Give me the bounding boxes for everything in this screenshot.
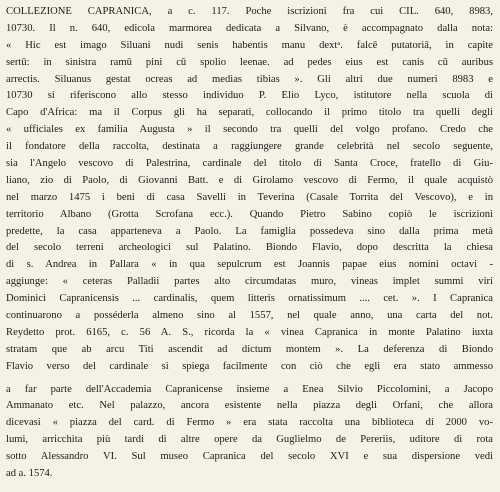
text-line: predette, la casa apparteneva a Paolo. La famiglia possedeva sino dalla prima metà: [6, 225, 493, 237]
text-line: lumi, arricchita più tardi di altre opere da Guglielmo de Pereriis, uditore di rota: [6, 434, 493, 446]
text-line: COLLEZIONE CAPRANICA, a c. 117. Poche iscrizioni fra cui CIL. 640, 8983,: [6, 6, 493, 17]
text-line: dicevasi « piazza del card. di Fermo » era stata raccolta una biblioteca di 2000 vo-: [6, 417, 493, 429]
text-line: Capo d'Africa: ma il Corpus gli ha separati, collocando il primo titolo tra quelli degli: [6, 107, 493, 119]
text-line: nel marzo 1475 i beni di casa Savelli in Teverina (Casale Torrita del Vescovo), e in: [6, 191, 493, 203]
text-line: sia l'Angelo vescovo di Palestrina, cardinale del titolo di Santa Croce, fratello di Giu-: [6, 158, 493, 170]
text-line: Ammanato etc. Nel palazzo, ancora esistente nella piazza degli Orfani, che allora: [6, 400, 493, 412]
text-line: Reydetto prot. 6165, c. 56 A. S., ricorda la « vinea Capranica in monte Palatino iuxta: [6, 326, 493, 338]
text-line: Flavio verso del cardinale si spiega facilmente con ciò che egli era stato ammesso: [6, 360, 493, 372]
text-line: il fondatore della raccolta, destinata a raggiungere grande celebrità nel secolo seguente,: [6, 141, 493, 153]
text-line: sertū: in sinistra ramū pini cū spolio leenae. ad pedes eius est canis cū auribus: [6, 56, 493, 68]
text-line: aggiunge: « ceteras Palladii partes alto circumdatas muro, vineas implet summi viri: [6, 276, 493, 288]
text-line: liano, zio di Paolo, di Giovanni Batt. e di Girolamo vescovo di Fermo, il quale acquistò: [6, 174, 493, 186]
paragraph-collezione-capranica: [6, 4, 493, 376]
text-line: sotto Alessandro VI. Sul museo Capranica del secolo XVI e sua dispersione vedi: [6, 451, 493, 463]
text-line: di s. Andrea in Pallara « in qua sepulcrum est Joannis papae eius nomini octavi -: [6, 259, 493, 271]
text-line: stratam que ab arcu Titi ascendit ad dictum montem ». La deferenza di Biondo: [6, 343, 493, 355]
text-line: Dominici Capranicensis ... cardinalis, quem litteris ornatissimum .... cet. ». I Capranica: [6, 293, 493, 305]
text-line: « ufficiales ex familia Augusta » il secondo tra quelli del volgo profano. Credo che: [6, 124, 493, 136]
text-line: 10730. Il n. 640, edicola marmorea dedicata a Silvano, è accompagnato dalla nota:: [6, 22, 493, 34]
text-line: ad a. 1574.: [6, 468, 53, 480]
text-line: 10730 si riferiscono allo stesso individuo P. Elio Lyco, istitutore nella scuola di: [6, 90, 493, 102]
text-line: continuarono a posséderla almeno sino al 1557, nel quale anno, una carta del not.: [6, 310, 493, 322]
text-line: del secolo terreni archeologici sul Palatino. Biondo Flavio, dopo descritta la chiesa: [6, 242, 493, 254]
text-line: arrectis. Siluanus gestat ocreas ad medias tibias ». Gli altri due numeri 8983 e: [6, 73, 493, 85]
text-line: « Hic est imago Siluani nudi senis habentis manu dextᵃ. falcē putatoriā, in capite: [6, 39, 493, 51]
text-line: territorio Albano (Grotta Scrofana ecc.). Quando Pietro Sabino copiò le iscrizioni: [6, 208, 493, 220]
paragraph-accademia-capranicense: [6, 382, 493, 483]
text-line: a far parte dell'Accademia Capranicense insieme a Enea Silvio Piccolomini, a Jacopo: [6, 383, 493, 395]
